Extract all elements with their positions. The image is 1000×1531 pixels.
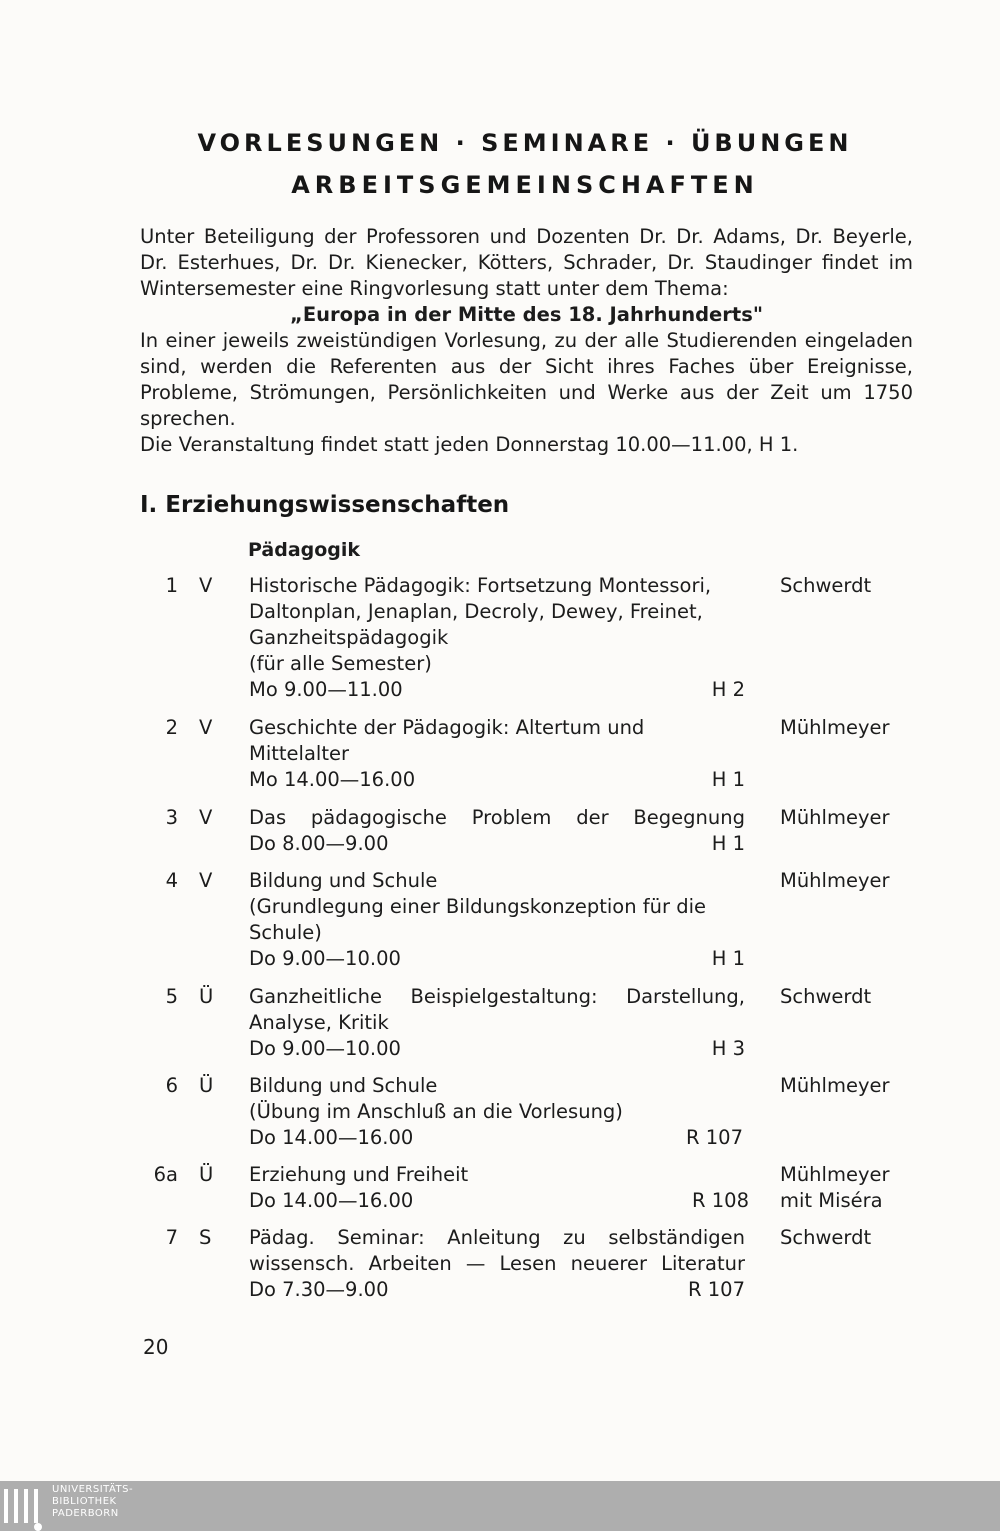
- course-title-line: (für alle Semester): [249, 652, 432, 675]
- course-title-line: Mittelalter: [249, 742, 349, 765]
- course-time: Do 9.00—10.00: [249, 947, 401, 970]
- course-description: [249, 984, 745, 1062]
- intro-paragraph-2: In einer jeweils zweistündigen Vorlesung, zu der alle Studierenden eingeladen sind, werden die Referenten aus der Sicht ihres Faches über Ereignisse, Probleme, Strömungen, Persönlichkeiten und Werke aus der Zeit um 1750 sprechen.: [140, 329, 913, 430]
- course-type: V: [199, 574, 213, 597]
- page-number: 20: [143, 1335, 169, 1359]
- intro-text: [140, 224, 913, 458]
- course-lecturer: [780, 1162, 890, 1214]
- course-lecturer: [780, 868, 890, 894]
- course-title-line: Daltonplan, Jenaplan, Decroly, Dewey, Freinet,: [249, 600, 703, 623]
- lecturer-name: Mühlmeyer: [780, 1074, 890, 1097]
- page-heading-line2: ARBEITSGEMEINSCHAFTEN: [291, 171, 759, 199]
- course-number: 1: [165, 574, 178, 597]
- course-schedule: [249, 767, 745, 793]
- course-room: H 1: [711, 947, 745, 970]
- course-title-line: Ganzheitspädagogik: [249, 626, 449, 649]
- lecture-series-theme: „Europa in der Mitte des 18. Jahrhunderts": [290, 303, 763, 326]
- course-description: [249, 805, 745, 857]
- course-number: 6a: [153, 1163, 178, 1186]
- course-description: [249, 1162, 749, 1214]
- course-lecturer: [780, 984, 871, 1010]
- course-number: 5: [165, 985, 178, 1008]
- course-schedule: [249, 1277, 745, 1303]
- course-number: 4: [165, 869, 178, 892]
- course-type: Ü: [199, 1163, 214, 1186]
- intro-paragraph-3: Die Veranstaltung findet statt jeden Donnerstag 10.00—11.00, H 1.: [140, 433, 799, 456]
- course-type: V: [199, 716, 213, 739]
- course-title-line: Ganzheitliche Beispielgestaltung: Darstellung,: [249, 985, 745, 1008]
- subsection-title: Pädagogik: [248, 539, 361, 561]
- logo-line-1: UNIVERSITÄTS-: [52, 1484, 134, 1495]
- course-room: H 2: [711, 678, 745, 701]
- library-logo-text: [52, 1484, 133, 1520]
- course-schedule: [249, 831, 745, 857]
- course-type: Ü: [199, 985, 214, 1008]
- logo-line-3: PADERBORN: [52, 1508, 119, 1519]
- course-title-line: Das pädagogische Problem der Begegnung: [249, 806, 745, 829]
- course-number: 2: [165, 716, 178, 739]
- library-footer-bar: [0, 1481, 1000, 1531]
- course-time: Do 9.00—10.00: [249, 1037, 401, 1060]
- course-title-line: Analyse, Kritik: [249, 1011, 389, 1034]
- intro-paragraph-1: Unter Beteiligung der Professoren und Dozenten Dr. Dr. Adams, Dr. Beyerle, Dr. Esterhues, Dr. Dr. Kienecker, Kötters, Schrader, Dr. Staudinger findet im Wintersemester eine Ringvorlesung statt unter dem Thema:: [140, 225, 913, 300]
- course-schedule: [249, 1188, 749, 1214]
- course-lecturer: [780, 1225, 871, 1251]
- course-type: V: [199, 806, 213, 829]
- course-title-line: Bildung und Schule: [249, 1074, 438, 1097]
- course-lecturer: [780, 805, 890, 831]
- course-title-line: Geschichte der Pädagogik: Altertum und: [249, 716, 645, 739]
- lecturer-name: Mühlmeyer: [780, 716, 890, 739]
- library-logo-icon: [4, 1489, 38, 1523]
- course-lecturer: [780, 1073, 890, 1099]
- lecturer-name: Mühlmeyer: [780, 806, 890, 829]
- course-time: Do 14.00—16.00: [249, 1189, 414, 1212]
- course-title-line: Pädag. Seminar: Anleitung zu selbständigen: [249, 1226, 745, 1249]
- course-time: Do 14.00—16.00: [249, 1126, 414, 1149]
- logo-line-2: BIBLIOTHEK: [52, 1496, 117, 1507]
- course-title-line: Historische Pädagogik: Fortsetzung Montessori,: [249, 574, 712, 597]
- lecturer-name: mit Miséra: [780, 1189, 883, 1212]
- course-schedule: [249, 1036, 745, 1062]
- course-description: [249, 715, 745, 793]
- course-title-line: (Übung im Anschluß an die Vorlesung): [249, 1100, 623, 1123]
- course-lecturer: [780, 715, 890, 741]
- course-time: Mo 9.00—11.00: [249, 678, 403, 701]
- lecturer-name: Schwerdt: [780, 1226, 872, 1249]
- course-title-line: Schule): [249, 921, 322, 944]
- lecturer-name: Mühlmeyer: [780, 1163, 890, 1186]
- course-title-line: wissensch. Arbeiten — Lesen neuerer Literatur: [249, 1252, 745, 1275]
- course-description: [249, 1073, 745, 1151]
- course-title-line: (Grundlegung einer Bildungskonzeption für die: [249, 895, 707, 918]
- course-number: 7: [165, 1226, 178, 1249]
- course-room: H 1: [711, 832, 745, 855]
- course-type: Ü: [199, 1074, 214, 1097]
- course-description: [249, 868, 745, 972]
- lecturer-name: Schwerdt: [780, 985, 872, 1008]
- course-schedule: [249, 677, 745, 703]
- course-title-line: Bildung und Schule: [249, 869, 438, 892]
- course-type: V: [199, 869, 213, 892]
- course-schedule: [249, 1125, 745, 1151]
- course-description: [249, 573, 745, 703]
- course-title-line: Erziehung und Freiheit: [249, 1163, 469, 1186]
- course-room: H 3: [711, 1037, 745, 1060]
- course-description: [249, 1225, 745, 1303]
- lecturer-name: Mühlmeyer: [780, 869, 890, 892]
- course-room: R 108: [692, 1189, 749, 1212]
- page-heading-line1: VORLESUNGEN · SEMINARE · ÜBUNGEN: [197, 129, 853, 157]
- course-lecturer: [780, 573, 871, 599]
- course-number: 3: [165, 806, 178, 829]
- section-title: I. Erziehungswissenschaften: [140, 492, 510, 518]
- course-time: Mo 14.00—16.00: [249, 768, 416, 791]
- course-room: R 107: [686, 1126, 743, 1149]
- course-time: Do 7.30—9.00: [249, 1278, 389, 1301]
- course-time: Do 8.00—9.00: [249, 832, 389, 855]
- course-schedule: [249, 946, 745, 972]
- course-room: H 1: [711, 768, 745, 791]
- course-number: 6: [165, 1074, 178, 1097]
- logo-dot: [34, 1523, 42, 1531]
- lecturer-name: Schwerdt: [780, 574, 872, 597]
- course-room: R 107: [688, 1278, 745, 1301]
- course-type: S: [199, 1226, 212, 1249]
